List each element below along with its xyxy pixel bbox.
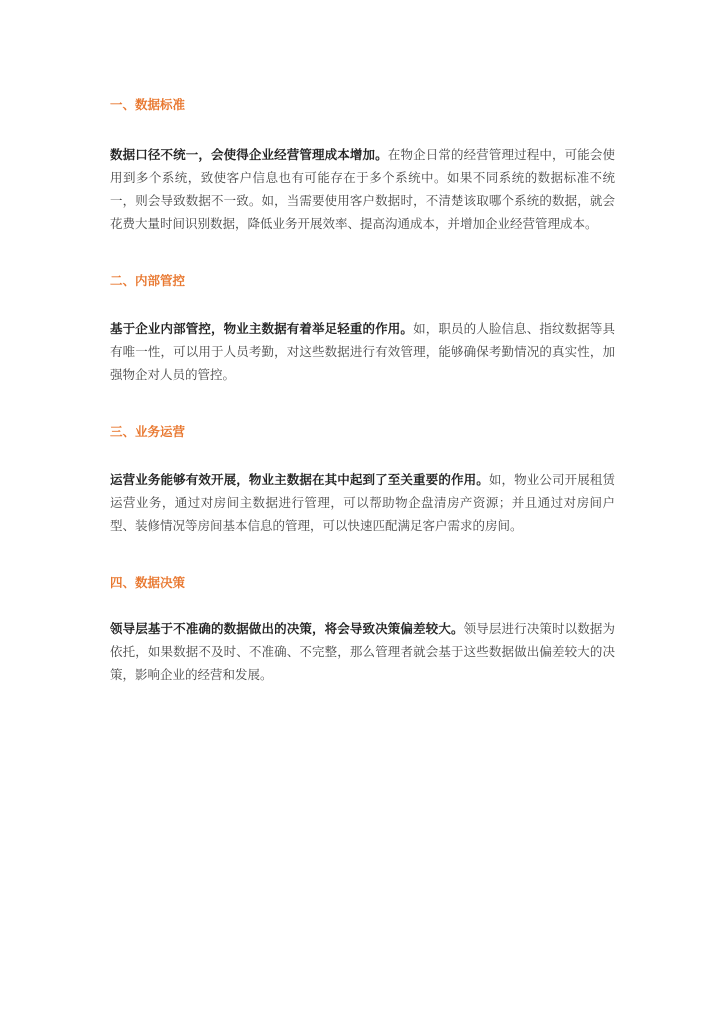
paragraph-text: 如，职员的人脸信息、指纹数据等具有唯一性，可以用于人员考勤，对这些数据进行有效管理，能够确保考勤情况的真实性，加强物企对人员的管控。 <box>110 321 615 382</box>
section-paragraph <box>110 617 615 686</box>
paragraph-text: 在物企日常的经营管理过程中，可能会使用到多个系统，致使客户信息也有可能存在于多个系统中。如果不同系统的数据标准不统一，则会导致数据不一致。如，当需要使用客户数据时，不清楚该取哪个系统的数据，就会花费大量时间识别数据，降低业务开展效率、提高沟通成本，并增加企业经营管理成本。 <box>110 147 615 231</box>
paragraph-lead: 数据口径不统一，会使得企业经营管理成本增加。 <box>110 147 388 162</box>
section-data-standard <box>110 95 615 235</box>
section-paragraph <box>110 468 615 537</box>
document-page <box>110 95 615 686</box>
section-heading: 三、业务运营 <box>110 424 186 439</box>
paragraph-lead: 运营业务能够有效开展，物业主数据在其中起到了至关重要的作用。 <box>110 472 489 487</box>
section-heading: 二、内部管控 <box>110 273 186 288</box>
section-heading: 一、数据标准 <box>110 97 186 112</box>
paragraph-text: 领导层进行决策时以数据为依托，如果数据不及时、不准确、不完整，那么管理者就会基于这些数据做出偏差较大的决策，影响企业的经营和发展。 <box>110 621 615 682</box>
section-data-decision <box>110 573 615 686</box>
section-paragraph <box>110 143 615 235</box>
section-internal-control <box>110 271 615 386</box>
paragraph-lead: 领导层基于不准确的数据做出的决策，将会导致决策偏差较大。 <box>110 621 464 636</box>
paragraph-text: 如，物业公司开展租赁运营业务，通过对房间主数据进行管理，可以帮助物企盘清房产资源；并且通过对房间户型、装修情况等房间基本信息的管理，可以快速匹配满足客户需求的房间。 <box>110 472 615 533</box>
section-business-operation <box>110 422 615 537</box>
section-heading: 四、数据决策 <box>110 575 186 590</box>
section-paragraph <box>110 317 615 386</box>
paragraph-lead: 基于企业内部管控，物业主数据有着举足轻重的作用。 <box>110 321 414 336</box>
